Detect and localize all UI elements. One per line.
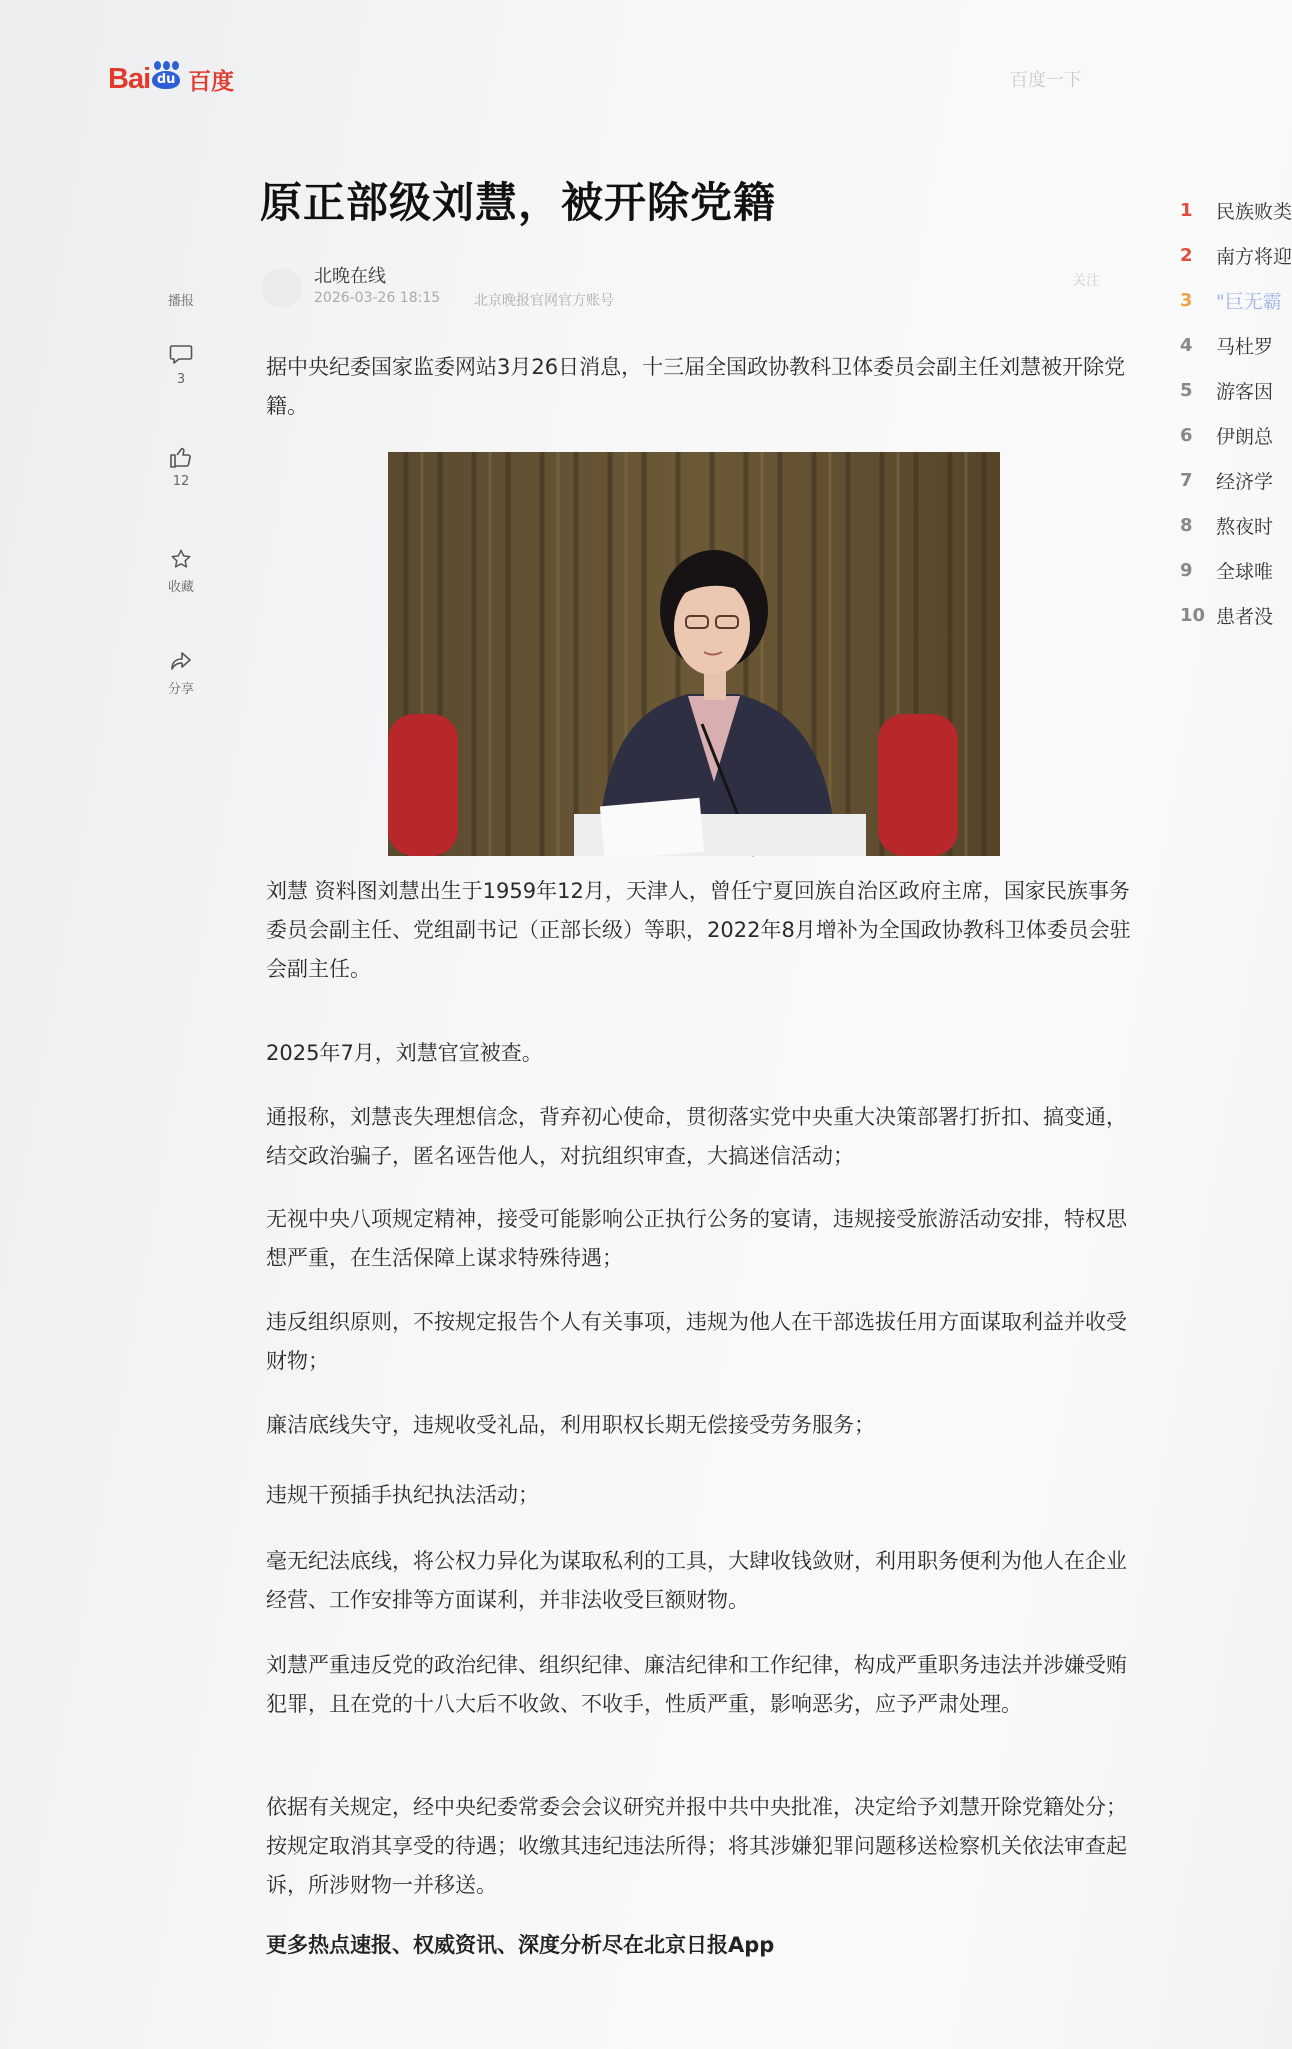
hot-title: 伊朗总 [1216, 426, 1274, 448]
paragraph-notice: 通报称，刘慧丧失理想信念，背弃初心使命，贯彻落实党中央重大决策部署打折扣、搞变通，结交政治骗子，匿名诬告他人，对抗组织审查，大搞迷信活动； [266, 1105, 1127, 1168]
paragraph-organization: 违反组织原则，不按规定报告个人有关事项，违规为他人在干部选拔任用方面谋取利益并收受财物； [266, 1310, 1127, 1373]
hot-rank: 10 [1180, 605, 1206, 626]
hot-item[interactable] [1180, 593, 1280, 638]
article-photo[interactable] [388, 452, 1000, 856]
star-icon [169, 548, 193, 570]
hot-title: 民族败类 [1216, 201, 1292, 223]
hot-rank: 8 [1180, 515, 1193, 536]
paw-icon [152, 61, 180, 89]
hot-item[interactable] [1180, 413, 1280, 458]
hot-item[interactable] [1180, 458, 1280, 503]
hot-rank: 1 [1180, 200, 1193, 221]
hot-item[interactable] [1180, 188, 1292, 233]
thumbs-up-icon [169, 446, 193, 468]
hot-title: 患者没 [1216, 606, 1274, 628]
paragraph-violations: 刘慧严重违反党的政治纪律、组织纪律、廉洁纪律和工作纪律，构成严重职务违法并涉嫌受贿犯罪，且在党的十八大后不收敛、不收手，性质严重，影响恶劣，应予严肃处理。 [266, 1653, 1127, 1716]
avatar[interactable] [262, 268, 302, 308]
share-button[interactable] [150, 650, 212, 697]
hot-rank: 3 [1180, 290, 1193, 311]
hot-title: 全球唯 [1216, 561, 1274, 583]
logo-text-bai: Bai [108, 62, 151, 95]
hot-rank: 9 [1180, 560, 1193, 581]
hot-title: 游客因 [1216, 381, 1274, 403]
baidu-logo[interactable] [108, 54, 234, 104]
hot-title: "巨无霸 [1216, 291, 1282, 313]
hot-item[interactable] [1180, 503, 1280, 548]
article-title: 原正部级刘慧，被开除党籍 [260, 178, 777, 227]
hot-title: 南方将迎 [1216, 246, 1292, 268]
play-button[interactable] [150, 290, 212, 309]
play-label: 播报 [167, 294, 194, 309]
publish-date: 2026-03-26 18:15 [314, 290, 441, 306]
comment-count: 3 [176, 372, 186, 387]
hot-rank: 7 [1180, 470, 1193, 491]
comment-button[interactable] [150, 344, 212, 387]
hot-item[interactable] [1180, 278, 1280, 323]
hot-rank: 5 [1180, 380, 1193, 401]
hot-rank: 4 [1180, 335, 1193, 356]
comment-icon [169, 344, 193, 366]
search-button[interactable]: 百度一下 [1010, 70, 1082, 91]
hot-title: 马杜罗 [1216, 336, 1274, 358]
paragraph-interference: 违规干预插手执纪执法活动； [266, 1483, 539, 1507]
hot-rank: 2 [1180, 245, 1193, 266]
hot-search-list [1180, 188, 1292, 638]
paragraph-integrity: 廉洁底线失守，违规收受礼品，利用职权长期无偿接受劳务服务； [266, 1413, 875, 1437]
paragraph-eight-rules: 无视中央八项规定精神，接受可能影响公正执行公务的宴请，违规接受旅游活动安排，特权思想严重，在生活保障上谋求特殊待遇； [266, 1207, 1127, 1270]
follow-button[interactable]: 关注 [1072, 273, 1100, 289]
logo-text-cn: 百度 [188, 68, 235, 95]
author-name[interactable]: 北晚在线 [314, 266, 386, 287]
hot-item[interactable] [1180, 548, 1280, 593]
hot-title: 熬夜时 [1216, 516, 1274, 538]
paragraph-bribery: 毫无纪法底线，将公权力异化为谋取私利的工具，大肆收钱敛财，利用职务便利为他人在企业经营、工作安排等方面谋利，并非法收受巨额财物。 [266, 1549, 1127, 1612]
hot-title: 经济学 [1216, 471, 1274, 493]
like-count: 12 [172, 474, 190, 489]
collect-button[interactable] [150, 548, 212, 595]
photo-image [388, 452, 1000, 856]
paragraph-lead: 据中央纪委国家监委网站3月26日消息，十三届全国政协教科卫体委员会副主任刘慧被开除党籍。 [266, 355, 1126, 418]
hot-item[interactable] [1180, 368, 1280, 413]
collect-label: 收藏 [167, 580, 194, 595]
like-button[interactable] [150, 446, 212, 489]
logo-text-du: du [152, 71, 180, 89]
share-label: 分享 [167, 682, 194, 697]
paragraph-decision: 依据有关规定，经中央纪委常委会会议研究并报中共中央批准，决定给予刘慧开除党籍处分；按规定取消其享受的待遇；收缴其违纪违法所得；将其涉嫌犯罪问题移送检察机关依法审查起诉，所涉财物一并移送。 [266, 1795, 1127, 1897]
paragraph-investigation: 2025年7月，刘慧官宣被查。 [266, 1041, 543, 1065]
closing-line[interactable]: 更多热点速报、权威资讯、深度分析尽在北京日报App [266, 1933, 775, 1957]
hot-item[interactable] [1180, 323, 1280, 368]
hot-item[interactable] [1180, 233, 1292, 278]
hot-rank: 6 [1180, 425, 1193, 446]
author-account: 北京晚报官网官方账号 [474, 293, 614, 309]
paragraph-bio: 刘慧 资料图刘慧出生于1959年12月，天津人，曾任宁夏回族自治区政府主席，国家民族事务委员会副主任、党组副书记（正部长级）等职，2022年8月增补为全国政协教科卫体委员会驻会副主任。 [266, 879, 1131, 981]
share-icon [169, 650, 193, 672]
